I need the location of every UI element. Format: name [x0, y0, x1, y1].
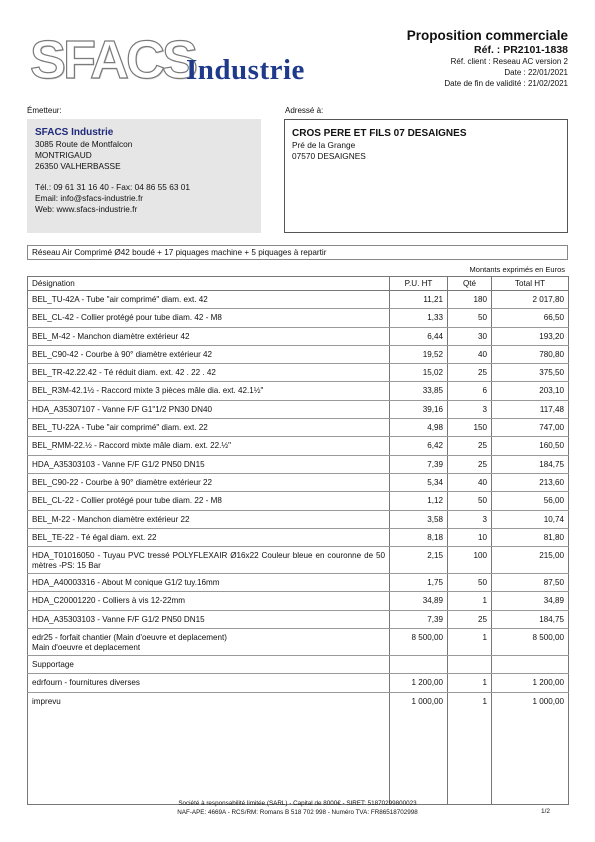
table-row [28, 400, 569, 418]
row-total: 160,50 [492, 437, 569, 455]
row-designation: HDA_C20001220 - Colliers à vis 12-22mm [28, 592, 390, 610]
currency-note: Montants exprimés en Euros [469, 265, 565, 274]
recipient-address-1: Pré de la Grange [292, 140, 356, 150]
footer-line-2: NAF-APE: 4669A - RCS/RM: Romans B 518 702 998 - Numéro TVA: FR86518702998 [177, 809, 418, 816]
row-qty: 150 [448, 419, 492, 437]
row-qty: 30 [448, 327, 492, 345]
row-unit-price: 1 000,00 [390, 692, 448, 804]
emitter-box [27, 119, 261, 233]
row-qty: 50 [448, 309, 492, 327]
row-total: 56,00 [492, 492, 569, 510]
row-qty: 1 [448, 592, 492, 610]
row-designation: BEL_R3M-42.1½ - Raccord mixte 3 pièces mâle dia. ext. 42.1½" [28, 382, 390, 400]
row-designation: BEL_TE-22 - Té égal diam. ext. 22 [28, 528, 390, 546]
row-designation: BEL_C90-42 - Courbe à 90° diamètre extérieur 42 [28, 345, 390, 363]
table-row [28, 419, 569, 437]
row-total: 375,50 [492, 364, 569, 382]
row-qty: 1 [448, 629, 492, 656]
row-qty: 25 [448, 455, 492, 473]
row-unit-price: 34,89 [390, 592, 448, 610]
row-total: 203,10 [492, 382, 569, 400]
row-designation: HDA_A35307107 - Vanne F/F G1"1/2 PN30 DN40 [28, 400, 390, 418]
row-designation-main: edr25 - forfait chantier (Main d'oeuvre et deplacement) [32, 633, 227, 643]
row-designation: BEL_TR-42.22.42 - Té réduit diam. ext. 42 . 22 . 42 [28, 364, 390, 382]
row-total: 10,74 [492, 510, 569, 528]
row-unit-price: 1 200,00 [390, 674, 448, 692]
table-row [28, 692, 569, 804]
client-ref: Réf. client : Reseau AC version 2 [450, 57, 568, 66]
table-row [28, 437, 569, 455]
row-qty: 10 [448, 528, 492, 546]
row-designation: BEL_CL-22 - Collier protégé pour tube diam. 22 - M8 [28, 492, 390, 510]
table-row [28, 592, 569, 610]
row-unit-price: 5,34 [390, 473, 448, 491]
row-qty: 3 [448, 400, 492, 418]
row-unit-price: 11,21 [390, 291, 448, 309]
row-total: 184,75 [492, 610, 569, 628]
row-unit-price: 6,42 [390, 437, 448, 455]
row-unit-price: 33,85 [390, 382, 448, 400]
row-unit-price: 6,44 [390, 327, 448, 345]
emitter-name: SFACS Industrie [35, 127, 114, 138]
document-title: Proposition commerciale [406, 28, 568, 43]
col-header-total: Total HT [492, 277, 569, 291]
col-header-qty: Qté [448, 277, 492, 291]
row-total: 1 000,00 [492, 692, 569, 804]
row-unit-price: 7,39 [390, 455, 448, 473]
emitter-address-2: MONTRIGAUD [35, 150, 92, 160]
row-unit-price: 39,16 [390, 400, 448, 418]
row-total: 34,89 [492, 592, 569, 610]
row-total: 1 200,00 [492, 674, 569, 692]
row-unit-price: 3,58 [390, 510, 448, 528]
document-ref: Réf. : PR2101-1838 [474, 44, 568, 56]
emitter-email: Email: info@sfacs-industrie.fr [35, 193, 144, 203]
row-total: 2 017,80 [492, 291, 569, 309]
row-qty: 25 [448, 610, 492, 628]
table-row [28, 674, 569, 692]
row-total: 8 500,00 [492, 629, 569, 656]
row-qty: 50 [448, 574, 492, 592]
table-row [28, 473, 569, 491]
table-row [28, 528, 569, 546]
row-unit-price: 15,02 [390, 364, 448, 382]
logo-word: Industrie [186, 54, 305, 86]
recipient-label: Adressé à: [285, 106, 324, 115]
recipient-name: CROS PERE ET FILS 07 DESAIGNES [292, 128, 467, 139]
row-total: 213,60 [492, 473, 569, 491]
row-designation: imprevu [28, 692, 390, 804]
row-designation-note: Main d'oeuvre et deplacement [32, 643, 141, 653]
table-row [28, 547, 569, 574]
col-header-unit-price: P.U. HT [390, 277, 448, 291]
table-row [28, 309, 569, 327]
row-unit-price: 4,98 [390, 419, 448, 437]
emitter-web: Web: www.sfacs-industrie.fr [35, 204, 138, 214]
row-qty: 180 [448, 291, 492, 309]
validity-date: Date de fin de validité : 21/02/2021 [444, 79, 568, 88]
row-total: 215,00 [492, 547, 569, 574]
row-total: 184,75 [492, 455, 569, 473]
table-row [28, 492, 569, 510]
company-logo [30, 30, 320, 90]
table-row [28, 364, 569, 382]
row-unit-price: 2,15 [390, 547, 448, 574]
row-designation: HDA_T01016050 - Tuyau PVC tressé POLYFLEXAIR Ø16x22 Couleur bleue en couronne de 50 mètres -PS: 15 Bar [28, 547, 390, 574]
emitter-address-3: 26350 VALHERBASSE [35, 161, 121, 171]
table-row [28, 629, 569, 656]
footer-line-1: Société à responsabilité limitée (SARL) - Capital de 8000€ - SIRET: 51870299800023 [178, 800, 417, 807]
document-header [407, 28, 568, 89]
row-designation: BEL_RMM-22.½ - Raccord mixte mâle diam. ext. 22.½" [28, 437, 390, 455]
document-date: Date : 22/01/2021 [504, 68, 568, 77]
table-row [28, 610, 569, 628]
row-qty: 40 [448, 345, 492, 363]
recipient-address-2: 07570 DESAIGNES [292, 151, 366, 161]
row-total: 747,00 [492, 419, 569, 437]
legal-footer [0, 799, 595, 817]
row-designation: BEL_TU-42A - Tube "air comprimé" diam. ext. 42 [28, 291, 390, 309]
table-header-row [28, 277, 569, 291]
row-unit-price: 1,33 [390, 309, 448, 327]
table-row [28, 510, 569, 528]
table-row [28, 291, 569, 309]
row-qty: 1 [448, 692, 492, 804]
recipient-box [284, 119, 568, 233]
row-total: 87,50 [492, 574, 569, 592]
row-qty: 6 [448, 382, 492, 400]
col-header-designation: Désignation [28, 277, 390, 291]
row-designation: BEL_TU-22A - Tube "air comprimé" diam. ext. 22 [28, 419, 390, 437]
table-row [28, 345, 569, 363]
page-number: 1/2 [540, 808, 550, 815]
row-total: 193,20 [492, 327, 569, 345]
row-designation: edrfourn - fournitures diverses [28, 674, 390, 692]
table-row [28, 455, 569, 473]
emitter-phone: Tél.: 09 61 31 16 40 - Fax: 04 86 55 63 01 [35, 182, 190, 192]
row-designation: BEL_CL-42 - Collier protégé pour tube diam. 42 - M8 [28, 309, 390, 327]
row-total: 780,80 [492, 345, 569, 363]
row-designation: BEL_M-42 - Manchon diamètre extérieur 42 [28, 327, 390, 345]
emitter-label: Émetteur: [27, 106, 62, 115]
row-qty: 40 [448, 473, 492, 491]
row-total: 117,48 [492, 400, 569, 418]
emitter-address-1: 3085 Route de Montfalcon [35, 139, 133, 149]
row-qty: 25 [448, 437, 492, 455]
row-unit-price: 7,39 [390, 610, 448, 628]
table-row [28, 327, 569, 345]
row-qty: 3 [448, 510, 492, 528]
row-qty: 100 [448, 547, 492, 574]
row-unit-price: 1,75 [390, 574, 448, 592]
row-designation: BEL_M-22 - Manchon diamètre extérieur 22 [28, 510, 390, 528]
table-row [28, 382, 569, 400]
proposal-subject: Réseau Air Comprimé Ø42 boudé + 17 piquages machine + 5 piquages à repartir [27, 245, 568, 260]
section-row [28, 656, 569, 674]
row-qty: 25 [448, 364, 492, 382]
row-designation: HDA_A35303103 - Vanne F/F G1/2 PN50 DN15 [28, 610, 390, 628]
row-total: 81,80 [492, 528, 569, 546]
row-designation: BEL_C90-22 - Courbe à 90° diamètre extérieur 22 [28, 473, 390, 491]
row-unit-price: 1,12 [390, 492, 448, 510]
row-unit-price: 8 500,00 [390, 629, 448, 656]
row-qty: 1 [448, 674, 492, 692]
row-total: 66,50 [492, 309, 569, 327]
items-table [27, 276, 569, 805]
row-designation [28, 629, 390, 656]
row-unit-price: 19,52 [390, 345, 448, 363]
logo-mark: SFACS [30, 30, 196, 90]
section-label: Supportage [28, 656, 390, 674]
row-designation: HDA_A35303103 - Vanne F/F G1/2 PN50 DN15 [28, 455, 390, 473]
row-qty: 50 [448, 492, 492, 510]
row-unit-price: 8,18 [390, 528, 448, 546]
row-designation: HDA_A40003316 - About M conique G1/2 tuy.16mm [28, 574, 390, 592]
table-row [28, 574, 569, 592]
